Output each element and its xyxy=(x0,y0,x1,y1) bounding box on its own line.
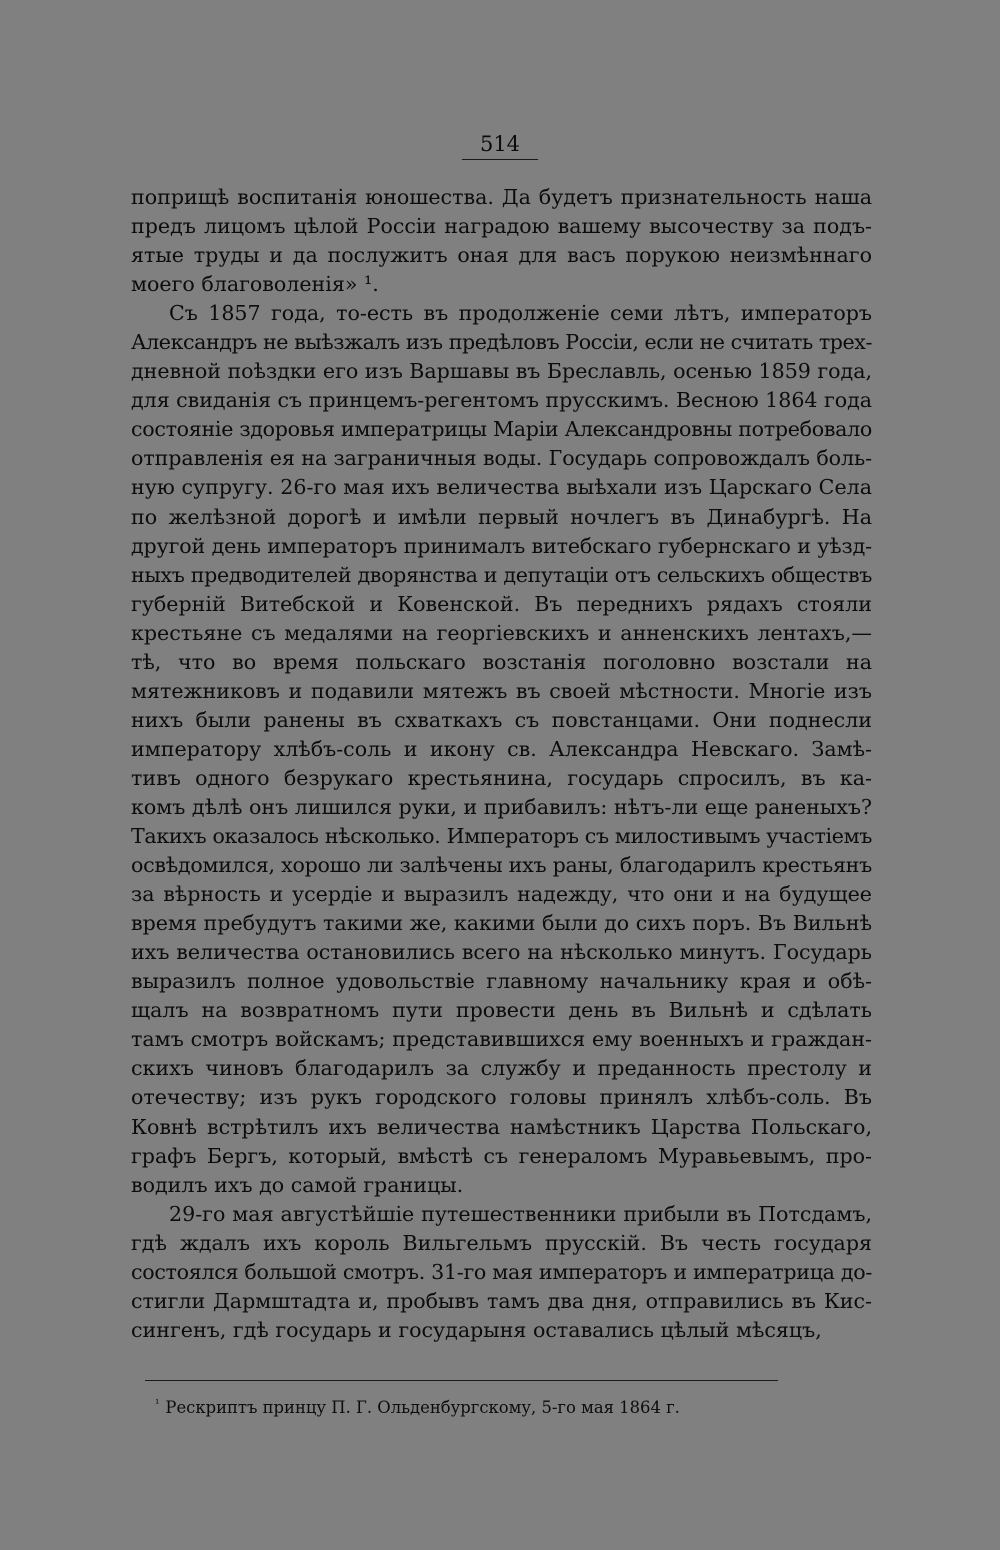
text-line: Александръ не выѣзжалъ изъ предѣловъ Россіи, если не считать трех- xyxy=(131,330,872,355)
text-line: щалъ на возвратномъ пути провести день въ Вильнѣ и сдѣлать xyxy=(131,998,872,1023)
text-line: по желѣзной дорогѣ и имѣли первый ночлегъ въ Динабургѣ. На xyxy=(131,504,872,529)
text-line: за вѣрность и усердіе и выразилъ надежду, что они и на будущее xyxy=(131,882,872,907)
text-line: крестьяне съ медалями на георгіевскихъ и анненскихъ лентахъ,— xyxy=(131,620,872,645)
text-line: нихъ были ранены въ схваткахъ съ повстанцами. Они поднесли xyxy=(131,707,872,732)
paragraph xyxy=(131,1200,872,1345)
text-line: отечеству; изъ рукъ городского головы принялъ хлѣбъ-соль. Въ xyxy=(131,1085,872,1110)
text-line: императору хлѣбъ-соль и икону св. Александра Невскаго. Замѣ- xyxy=(131,736,872,761)
text-line: дневной поѣздки его изъ Варшавы въ Бреславль, осенью 1859 года, xyxy=(131,359,872,384)
text-line: время пребудутъ такими же, какими были до сихъ поръ. Въ Вильнѣ xyxy=(131,911,872,936)
footnote-text: Рескриптъ принцу П. Г. Ольденбургскому, 5-го мая 1864 г. xyxy=(165,1398,680,1417)
text-line: ихъ величества остановились всего на нѣсколько минутъ. Государь xyxy=(131,940,872,965)
text-line: Такихъ оказалось нѣсколько. Императоръ съ милостивымъ участіемъ xyxy=(131,824,872,849)
text-line: скихъ чиновъ благодарилъ за службу и преданность престолу и xyxy=(131,1056,872,1081)
text-line: моего благоволенія» ¹. xyxy=(131,272,379,297)
body-text xyxy=(131,183,872,1345)
footnote xyxy=(155,1397,775,1419)
text-line: тѣ, что во время польскаго возстанія поголовно возстали на xyxy=(131,649,872,674)
text-line: состояніе здоровья императрицы Маріи Александровны потребовало xyxy=(131,417,872,442)
text-line: освѣдомился, хорошо ли залѣчены ихъ раны, благодарилъ крестьянъ xyxy=(131,853,872,878)
page-number: 514 xyxy=(462,130,538,160)
text-line: водилъ ихъ до самой границы. xyxy=(131,1172,464,1197)
text-line: гдѣ ждалъ ихъ король Вильгельмъ прусскій. Въ честь государя xyxy=(131,1230,872,1255)
page-number-wrap xyxy=(0,130,1000,160)
text-line: ныхъ предводителей дворянства и депутаціи отъ сельскихъ обществъ xyxy=(131,562,872,587)
text-line: выразилъ полное удовольствіе главному начальнику края и обѣ- xyxy=(131,969,872,994)
footnote-marker: ¹ xyxy=(155,1396,160,1410)
text-line: Ковнѣ встрѣтилъ ихъ величества намѣстникъ Царства Польскаго, xyxy=(131,1114,872,1139)
text-line: тамъ смотръ войскамъ; представившихся ему военныхъ и граждан- xyxy=(131,1027,872,1052)
text-line: поприщѣ воспитанія юношества. Да будетъ признательность наша xyxy=(131,185,872,209)
text-line: Съ 1857 года, то-есть въ продолженіе семи лѣтъ, императоръ xyxy=(169,301,872,326)
text-line: предъ лицомъ цѣлой Россіи наградою вашему высочеству за подъ- xyxy=(131,214,872,239)
text-line: отправленія ея на заграничныя воды. Государь сопровождалъ боль- xyxy=(131,446,872,471)
text-line: ную супругу. 26-го мая ихъ величества выѣхали изъ Царскаго Села xyxy=(131,475,872,500)
text-line: тивъ одного безрукаго крестьянина, государь спросилъ, въ ка- xyxy=(131,765,872,790)
footnote-rule xyxy=(145,1380,778,1381)
text-line: сингенъ, гдѣ государь и государыня оставались цѣлый мѣсяцъ, xyxy=(131,1317,822,1342)
text-line: для свиданія съ принцемъ-регентомъ прусскимъ. Весною 1864 года xyxy=(131,388,872,413)
text-line: 29-го мая августѣйшіе путешественники прибыли въ Потсдамъ, xyxy=(169,1201,872,1226)
text-line: ятые труды и да послужитъ оная для васъ порукою неизмѣннаго xyxy=(131,243,872,268)
text-line: мятежниковъ и подавили мятежъ въ своей мѣстности. Многіе изъ xyxy=(131,678,872,703)
paragraph xyxy=(131,183,872,299)
text-line: состоялся большой смотръ. 31-го мая императоръ и императрица до- xyxy=(131,1259,872,1284)
text-line: графъ Бергъ, который, вмѣстѣ съ генераломъ Муравьевымъ, про- xyxy=(131,1143,872,1168)
text-line: другой день императоръ принималъ витебскаго губернскаго и уѣзд- xyxy=(131,533,872,558)
text-line: губерній Витебской и Ковенской. Въ переднихъ рядахъ стояли xyxy=(131,591,872,616)
paragraph xyxy=(131,299,872,1199)
text-line: комъ дѣлѣ онъ лишился руки, и прибавилъ: нѣтъ-ли еще раненыхъ? xyxy=(131,794,872,819)
text-line: стигли Дармштадта и, пробывъ тамъ два дня, отправились въ Кис- xyxy=(131,1288,872,1313)
